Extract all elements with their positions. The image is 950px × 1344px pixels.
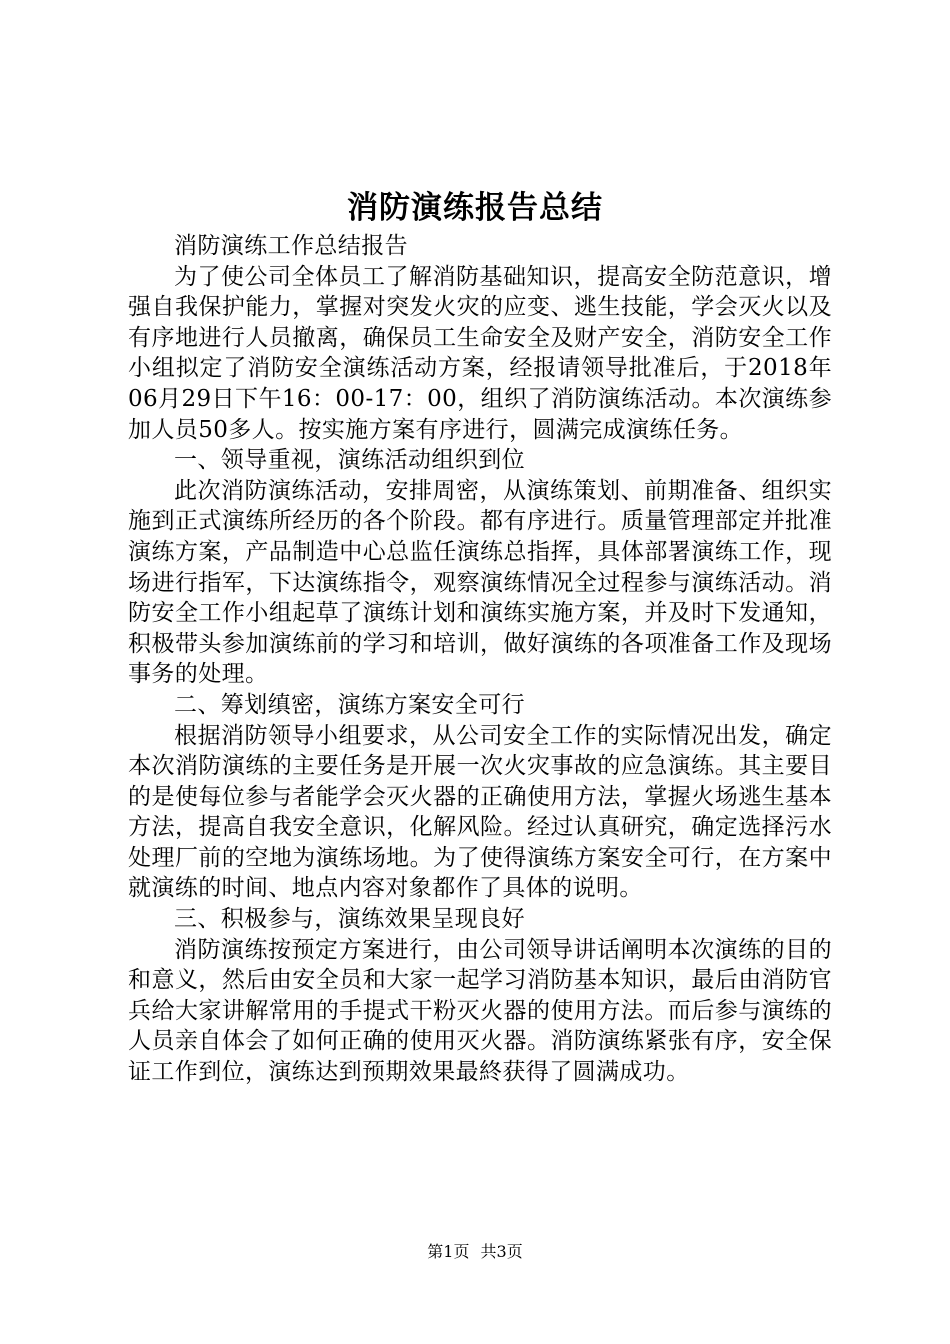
page-total: 共3页 xyxy=(480,1242,523,1261)
section-heading-3: 三、积极参与，演练效果呈现良好 xyxy=(174,906,525,933)
intro-paragraph: 为了使公司全体员工了解消防基础知识，提高安全防范意识，增强自我保护能力，掌握对突发火灾的应变、逃生技能，学会灭火以及有序地进行人员撤离，确保员工生命安全及财产安全，消防安全工作小组拟定了消防安全演练活动方案，经报请领导批准后，于2018年06月29日下午16：00-17：00，组织了消防演练活动。本次演练参加人员50多人。按实施方案有序进行，圆满完成演练任务。 xyxy=(128,263,832,443)
section-heading-1: 一、领导重视，演练活动组织到位 xyxy=(174,447,525,474)
section-paragraph-1: 此次消防演练活动，安排周密，从演练策划、前期准备、组织实施到正式演练所经历的各个阶段。都有序进行。质量管理部定并批准演练方案，产品制造中心总监任演练总指挥，具体部署演练工作，现场进行指军，下达演练指令，观察演练情况全过程参与演练活动。消防安全工作小组起草了演练计划和演练实施方案，并及时下发通知，积极带头参加演练前的学习和培训，做好演练的各项准备工作及现场事务的处理。 xyxy=(128,477,832,688)
section-paragraph-3: 消防演练按预定方案进行，由公司领导讲话阐明本次演练的目的和意义，然后由安全员和大家一起学习消防基本知识，最后由消防官兵给大家讲解常用的手提式干粉灭火器的使用方法。而后参与演练的人员亲自体会了如何正确的使用灭火器。消防演练紧张有序，安全保证工作到位，演练达到预期效果最終获得了圆满成功。 xyxy=(128,936,832,1086)
section-heading-2: 二、筹划缜密，演练方案安全可行 xyxy=(174,691,525,718)
document-body xyxy=(128,231,832,1088)
page-footer xyxy=(0,1240,950,1264)
section-paragraph-2: 根据消防领导小组要求，从公司安全工作的实际情况出发，确定本次消防演练的主要任务是开展一次火灾事故的应急演练。其主要目的是使每位参与者能学会灭火器的正确使用方法，掌握火场逃生基本方法，提高自我安全意识，化解风险。经过认真研究，确定选择污水处理厂前的空地为演练场地。为了使得演练方案安全可行，在方案中就演练的时间、地点内容对象都作了具体的说明。 xyxy=(128,722,832,902)
subtitle-paragraph: 消防演练工作总结报告 xyxy=(174,233,408,259)
document-title: 消防演练报告总结 xyxy=(347,190,603,226)
page-number: 第1页 xyxy=(427,1242,470,1261)
